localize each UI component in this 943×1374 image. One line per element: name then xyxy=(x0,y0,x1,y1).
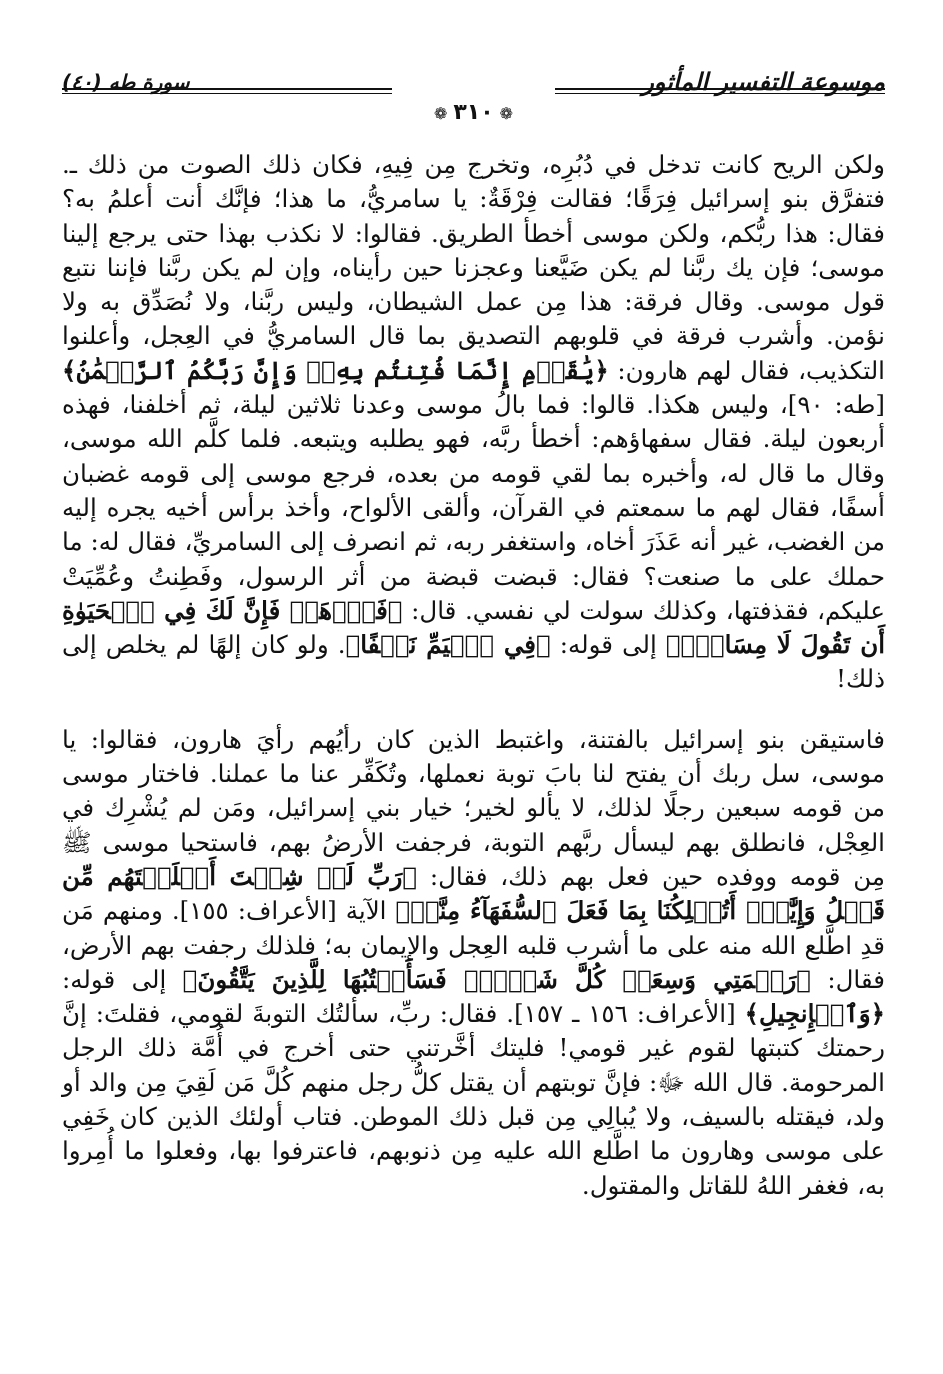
text-segment: فاستيقن بنو إسرائيل بالفتنة، واغتبط الذين كان رأيُهم رأيَ هارون، فقالوا: يا موسى، سل ربك أن يفتح لنا بابَ توبة نعملها، وتُكَفِّر عنا ما عملنا. فاختار موسى من قومه سبعين رجلًا لذلك، لا يألو لخير؛ خيار بني إسرائيل، ومَن لم يُشْرِك في العِجْل، فانطلق بهم ليسأل ربَّهم التوبة، فرجفت الأرضُ بهم، فاستحيا موسى ﷺ مِن قومه ووفده حين فعل بهم ذلك، فقال: xyxy=(62,724,885,891)
text-segment: الآية [الأعراف: ١٥٥]. ومنهم مَن قدِ اطَّلع الله منه على ما أشرب قلبه العِجل والإيمان به؛ فلذلك رجفت بهم الأرض، فقال: xyxy=(62,896,885,994)
ornament-icon: ❁ xyxy=(499,104,514,123)
paragraph xyxy=(62,723,885,1203)
text-segment: [الأعراف: ١٥٦ ـ ١٥٧]. فقال: ربِّ، سألتُك التوبةَ لقومي، فقلتَ: إنَّ رحمتك كتبتها لقوم غير قومي! فليتك أخَّرتني حتى أخرج في أُمَّة ذلك الرجل المرحومة. قال الله ﷻ: فإنَّ توبتهم أن يقتل كلُّ رجل منهم كُلَّ مَن لَقِيَ مِن والد أو ولد، فيقتله بالسيف، ولا يُبالِي مِن قبل ذلك الموطن. فتاب أولئك الذين كان خَفِي على موسى وهارون ما اطَّلع الله عليه مِن ذنوبهم، فاعترفوا بها، وفعلوا ما أُمِروا به، فغفر اللهُ للقاتل والمقتول. xyxy=(62,999,885,1200)
rule-line xyxy=(62,93,392,94)
paragraph xyxy=(62,148,885,697)
page-number: ٣١٠ xyxy=(453,100,494,125)
quran-verse: ﴿رَحۡمَتِي وَسِعَتۡ كُلَّ شَيۡءٖۚ فَسَأَكۡتُبُهَا لِلَّذِينَ يَتَّقُونَ﴾ xyxy=(182,964,811,994)
quran-verse: ﴿فِي ٱلۡيَمِّ نَسۡفًا﴾ xyxy=(345,630,551,660)
rule-line xyxy=(62,88,392,90)
book-title: موسوعة التفسير المأثور xyxy=(642,68,885,96)
text-segment: إلى قوله: xyxy=(62,964,183,994)
quran-verse: ﴿وَٱلۡإِنجِيلِ﴾ xyxy=(744,999,885,1029)
quran-verse: ﴿رَبِّ لَوۡ شِئۡتَ أَهۡلَكۡتَهُم مِّن قَبۡلُ وَإِيَّٰيَۖ أَتُهۡلِكُنَا بِمَا فَعَلَ ٱلسُّفَهَآءُ مِنَّآۖ﴾ xyxy=(62,861,885,926)
text-segment: [طه: ٩٠]، وليس هكذا. قالوا: فما بالُ موسى وعدنا ثلاثين ليلة، ثم أخلفنا، فهذه أربعون ليلة. فقال سفهاؤهم: أخطأ ربَّه، فهو يطلبه ويتبعه. فلما كلَّم الله موسى، وقال ما قال له، وأخبره بما لقي قومه من بعده، فرجع موسى إلى قومه غضبان أسفًا، فقال لهم ما سمعتم في القرآن، وألقى الألواح، وأخذ برأس أخيه يجره إليه من الغضب، غير أنه عَذَرَ أخاه، واستغفر ربه، ثم انصرف إلى السامريِّ، فقال له: ما حملك على ما صنعت؟ فقال: قبضت قبضة من أثر الرسول، وفَطِنتُ وعُمِّيَتْ عليكم، فقذفتها، وكذلك سولت لي نفسي. قال: xyxy=(62,390,886,625)
text-segment: . ولو كان إلهًا لم يخلص إلى ذلك! xyxy=(62,630,885,694)
text-segment: ولكن الريح كانت تدخل في دُبُرِه، وتخرج مِن فِيهِ، فكان ذلك الصوت من ذلك ـ. فتفرَّق بنو إسرائيل فِرَقًا؛ فقالت فِرْقَةٌ: يا سامريُّ، ما هذا؛ فإنَّك أنت أعلمُ به؟ فقال: هذا ربُّكم، ولكن موسى أخطأ الطريق. فقالوا: لا نكذب بهذا حتى يرجع إلينا موسى؛ فإن يك ربَّنا لم يكن ضَيَّعنا وعجزنا حين رأيناه، وإن لم يكن ربَّنا فإننا نتبع قول موسى. وقال فرقة: هذا مِن عمل الشيطان، وليس ربَّنا، ولا نُصَدِّق به ولا نؤمن. وأشرب فرقة في قلوبهم التصديق بما قال السامريُّ في العِجل، وأعلنوا التكذيب، فقال لهم هارون: xyxy=(62,150,885,385)
rule-line xyxy=(555,88,885,90)
quran-verse: ﴿فَٱذۡهَبۡ فَإِنَّ لَكَ فِي ٱلۡحَيَوٰةِ أَن تَقُولَ لَا مِسَاسَۖ﴾ xyxy=(62,595,886,660)
ornament-icon: ❁ xyxy=(433,104,448,123)
quran-verse: ﴿يَٰقَوۡمِ إِنَّمَا فُتِنتُم بِهِۦۖ وَإِنَّ رَبَّكُمُ ٱلرَّحۡمَٰنُ﴾ xyxy=(62,355,609,385)
rule-line xyxy=(555,93,885,94)
main-text xyxy=(62,148,885,1203)
text-segment: إلى قوله: xyxy=(550,630,666,660)
page-number-block xyxy=(428,100,519,125)
sura-label: سورة طه (٤٠) xyxy=(62,70,190,94)
